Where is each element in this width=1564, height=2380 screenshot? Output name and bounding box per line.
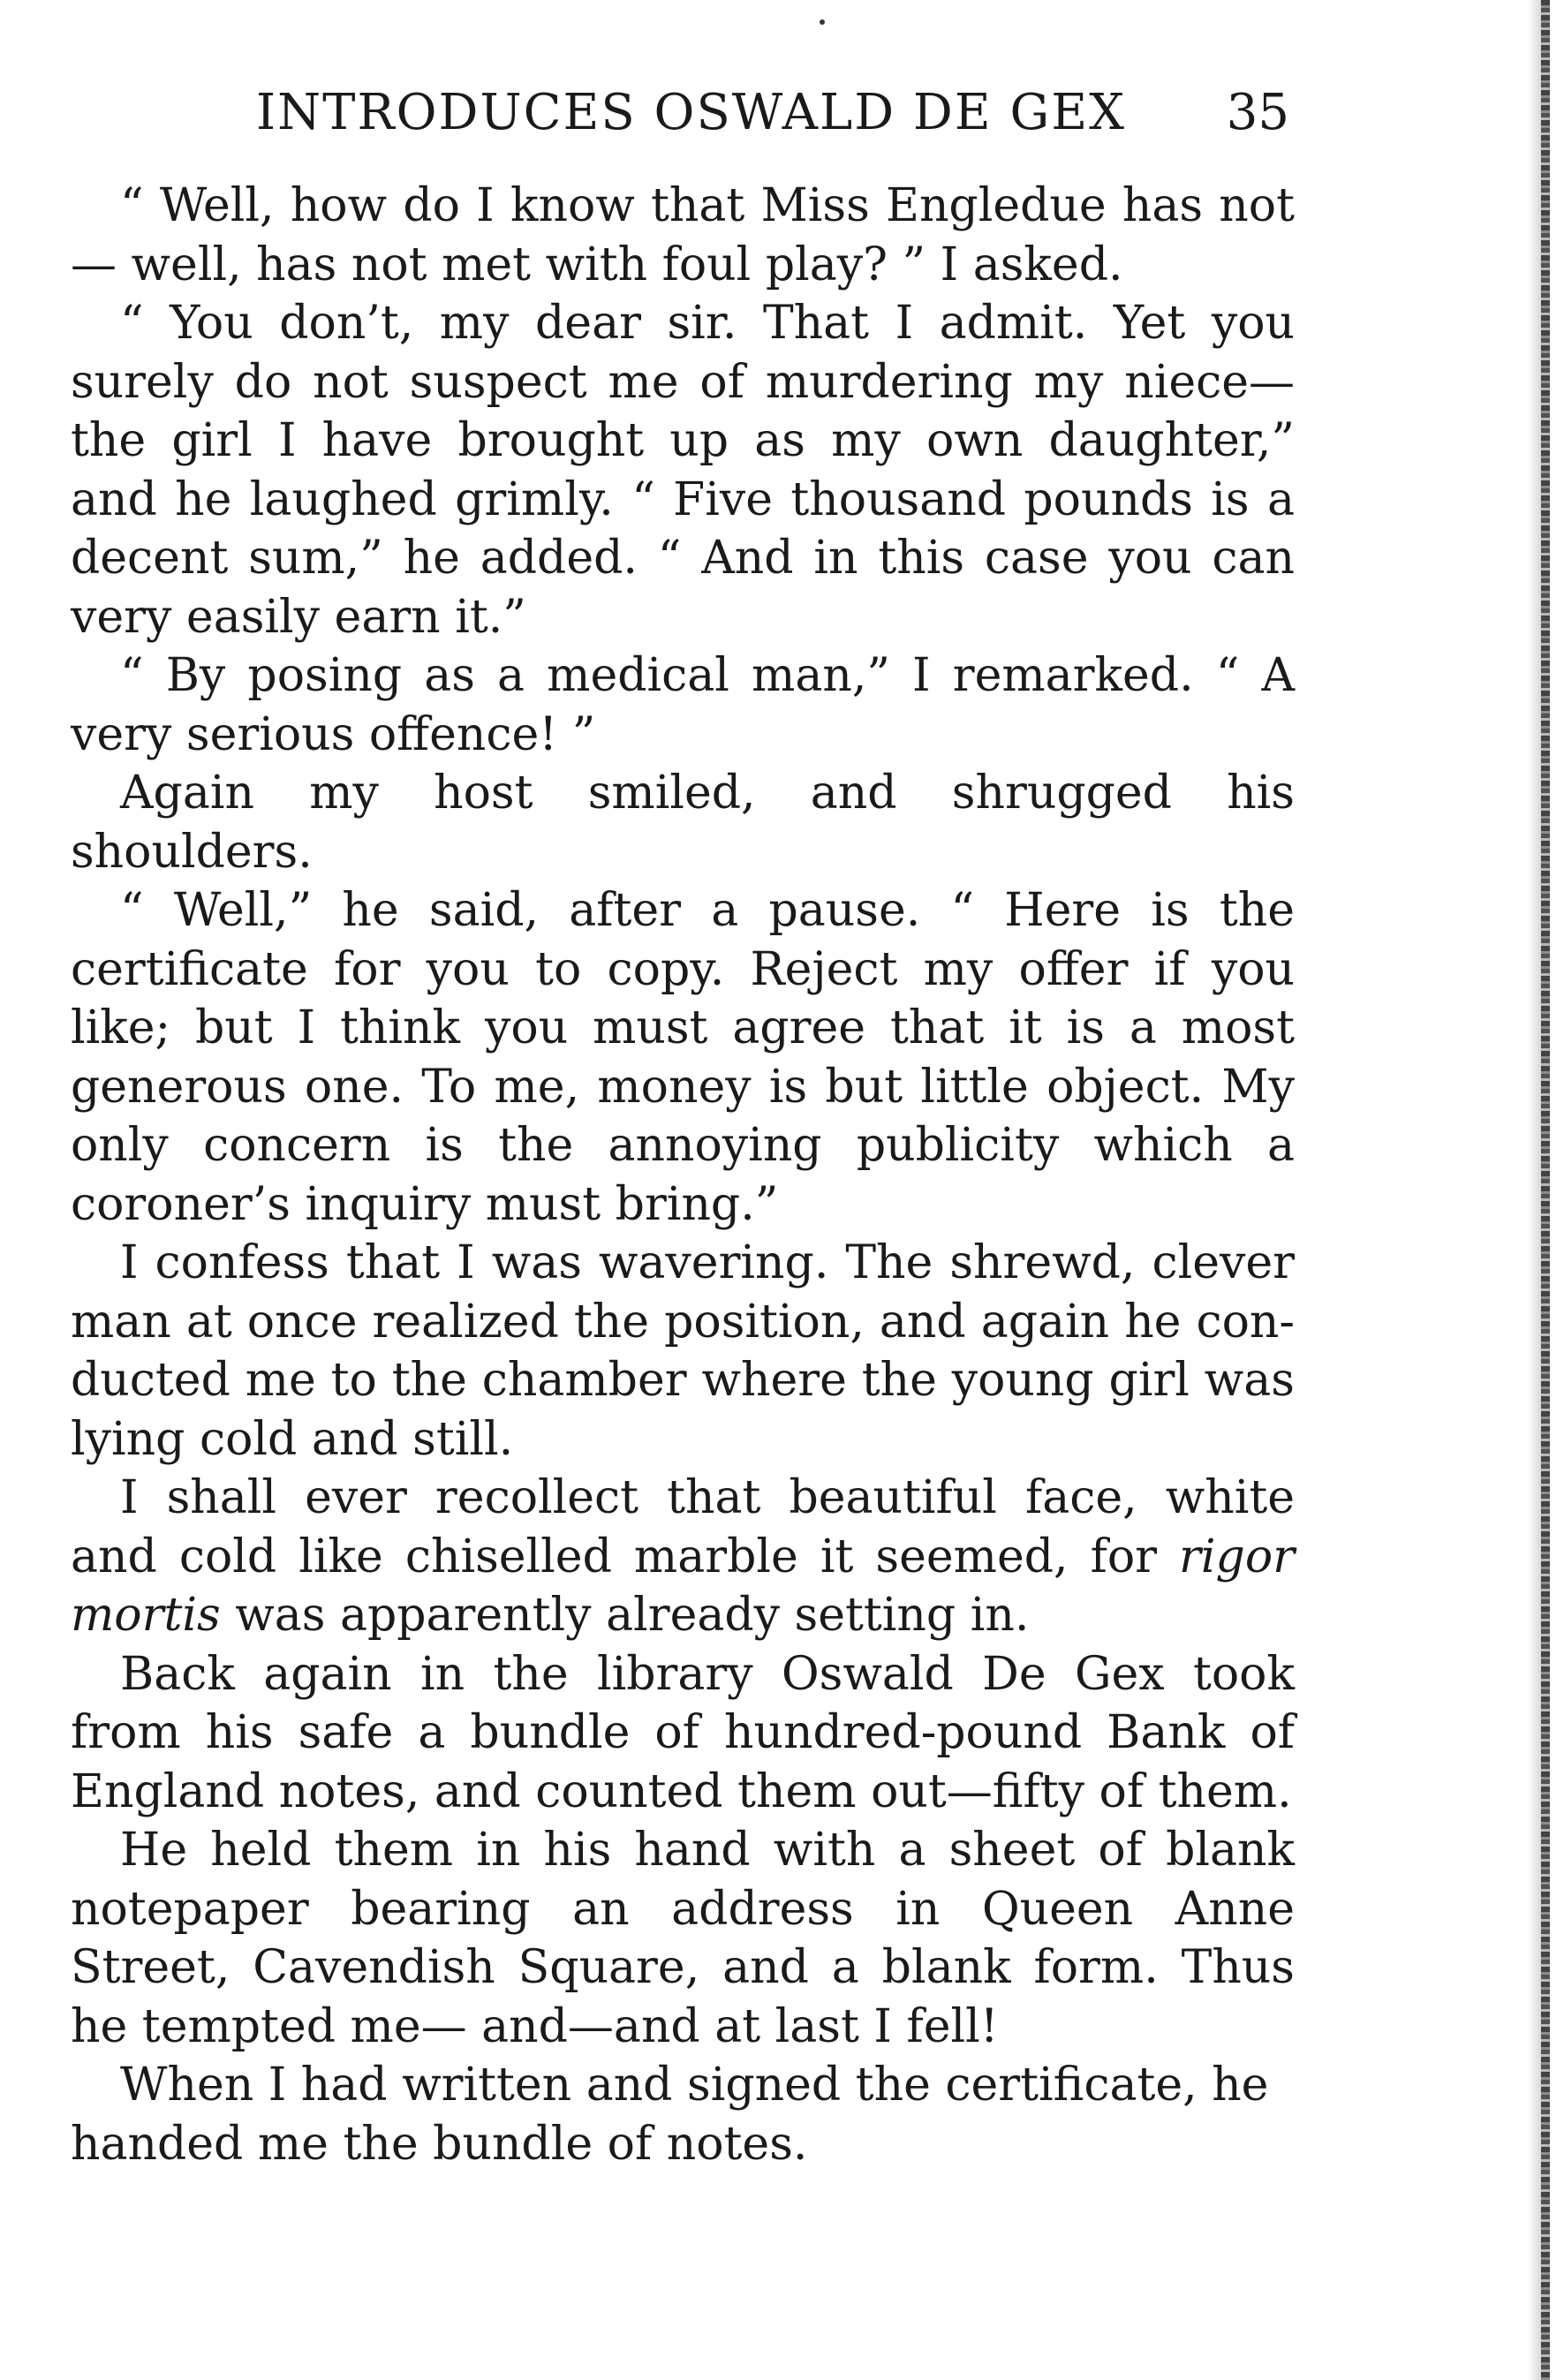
page-number: 35 (1226, 84, 1289, 141)
paragraph: “ You don’t, my dear sir. That I admit. Yet you surely do not suspect me of murdering my niece—the girl I have brought up as my own daughter,” and he laughed grimly. “ Five thousand pounds is a decent sum,” he added. “ And in this case you can very easily earn it.” (71, 297, 1295, 644)
paragraph: “ Well,” he said, after a pause. “ Here is the certificate for you to copy. Reject my offer if you like; but I think you must agree that it is a most generous one. To me, money is but little object. My only concern is the annoying publicity which a coroner’s inquiry must bring.” (71, 884, 1295, 1231)
paragraph: “ Well, how do I know that Miss Engledue has not— well, has not met with foul play? ” I asked. (71, 179, 1295, 291)
paragraph: He held them in his hand with a sheet of blank notepaper bearing an address in Queen Anne Street, Cavendish Square, and a blank form. Thus he tempted me— and—and at last I fell! (71, 1824, 1295, 2053)
paragraph: Back again in the library Oswald De Gex took from his safe a bundle of hundred-pound Bank of England notes, and counted them out—fifty of them. (71, 1647, 1295, 1818)
paragraph (71, 1469, 1295, 1645)
paragraph: Again my host smiled, and shrugged his shoulders. (71, 767, 1295, 879)
paragraph: When I had written and signed the certificate, he handed me the bundle of notes. (71, 2059, 1269, 2171)
italic-phrase: rigor mortis (71, 1530, 1295, 1642)
paragraph: “ By posing as a medical man,” I remarked. “ A very serious offence! ” (71, 649, 1295, 761)
page-header (256, 84, 1289, 155)
paragraph: I confess that I was wavering. The shrewd, clever man at once realized the position, and again he conducted me to the chamber where the young girl was lying cold and still. (71, 1236, 1295, 1466)
running-head: INTRODUCES OSWALD DE GEX (256, 84, 1126, 141)
paragraph-text: was apparently already setting in. (220, 1589, 1030, 1642)
print-speck (820, 19, 825, 25)
book-spine-edge (1541, 0, 1550, 2380)
binding-shadow (1528, 0, 1541, 2380)
body-text (71, 177, 1295, 2173)
paragraph-text: I shall ever recollect that beautiful face, white and cold like chiselled marble it seemed, for (71, 1471, 1295, 1583)
